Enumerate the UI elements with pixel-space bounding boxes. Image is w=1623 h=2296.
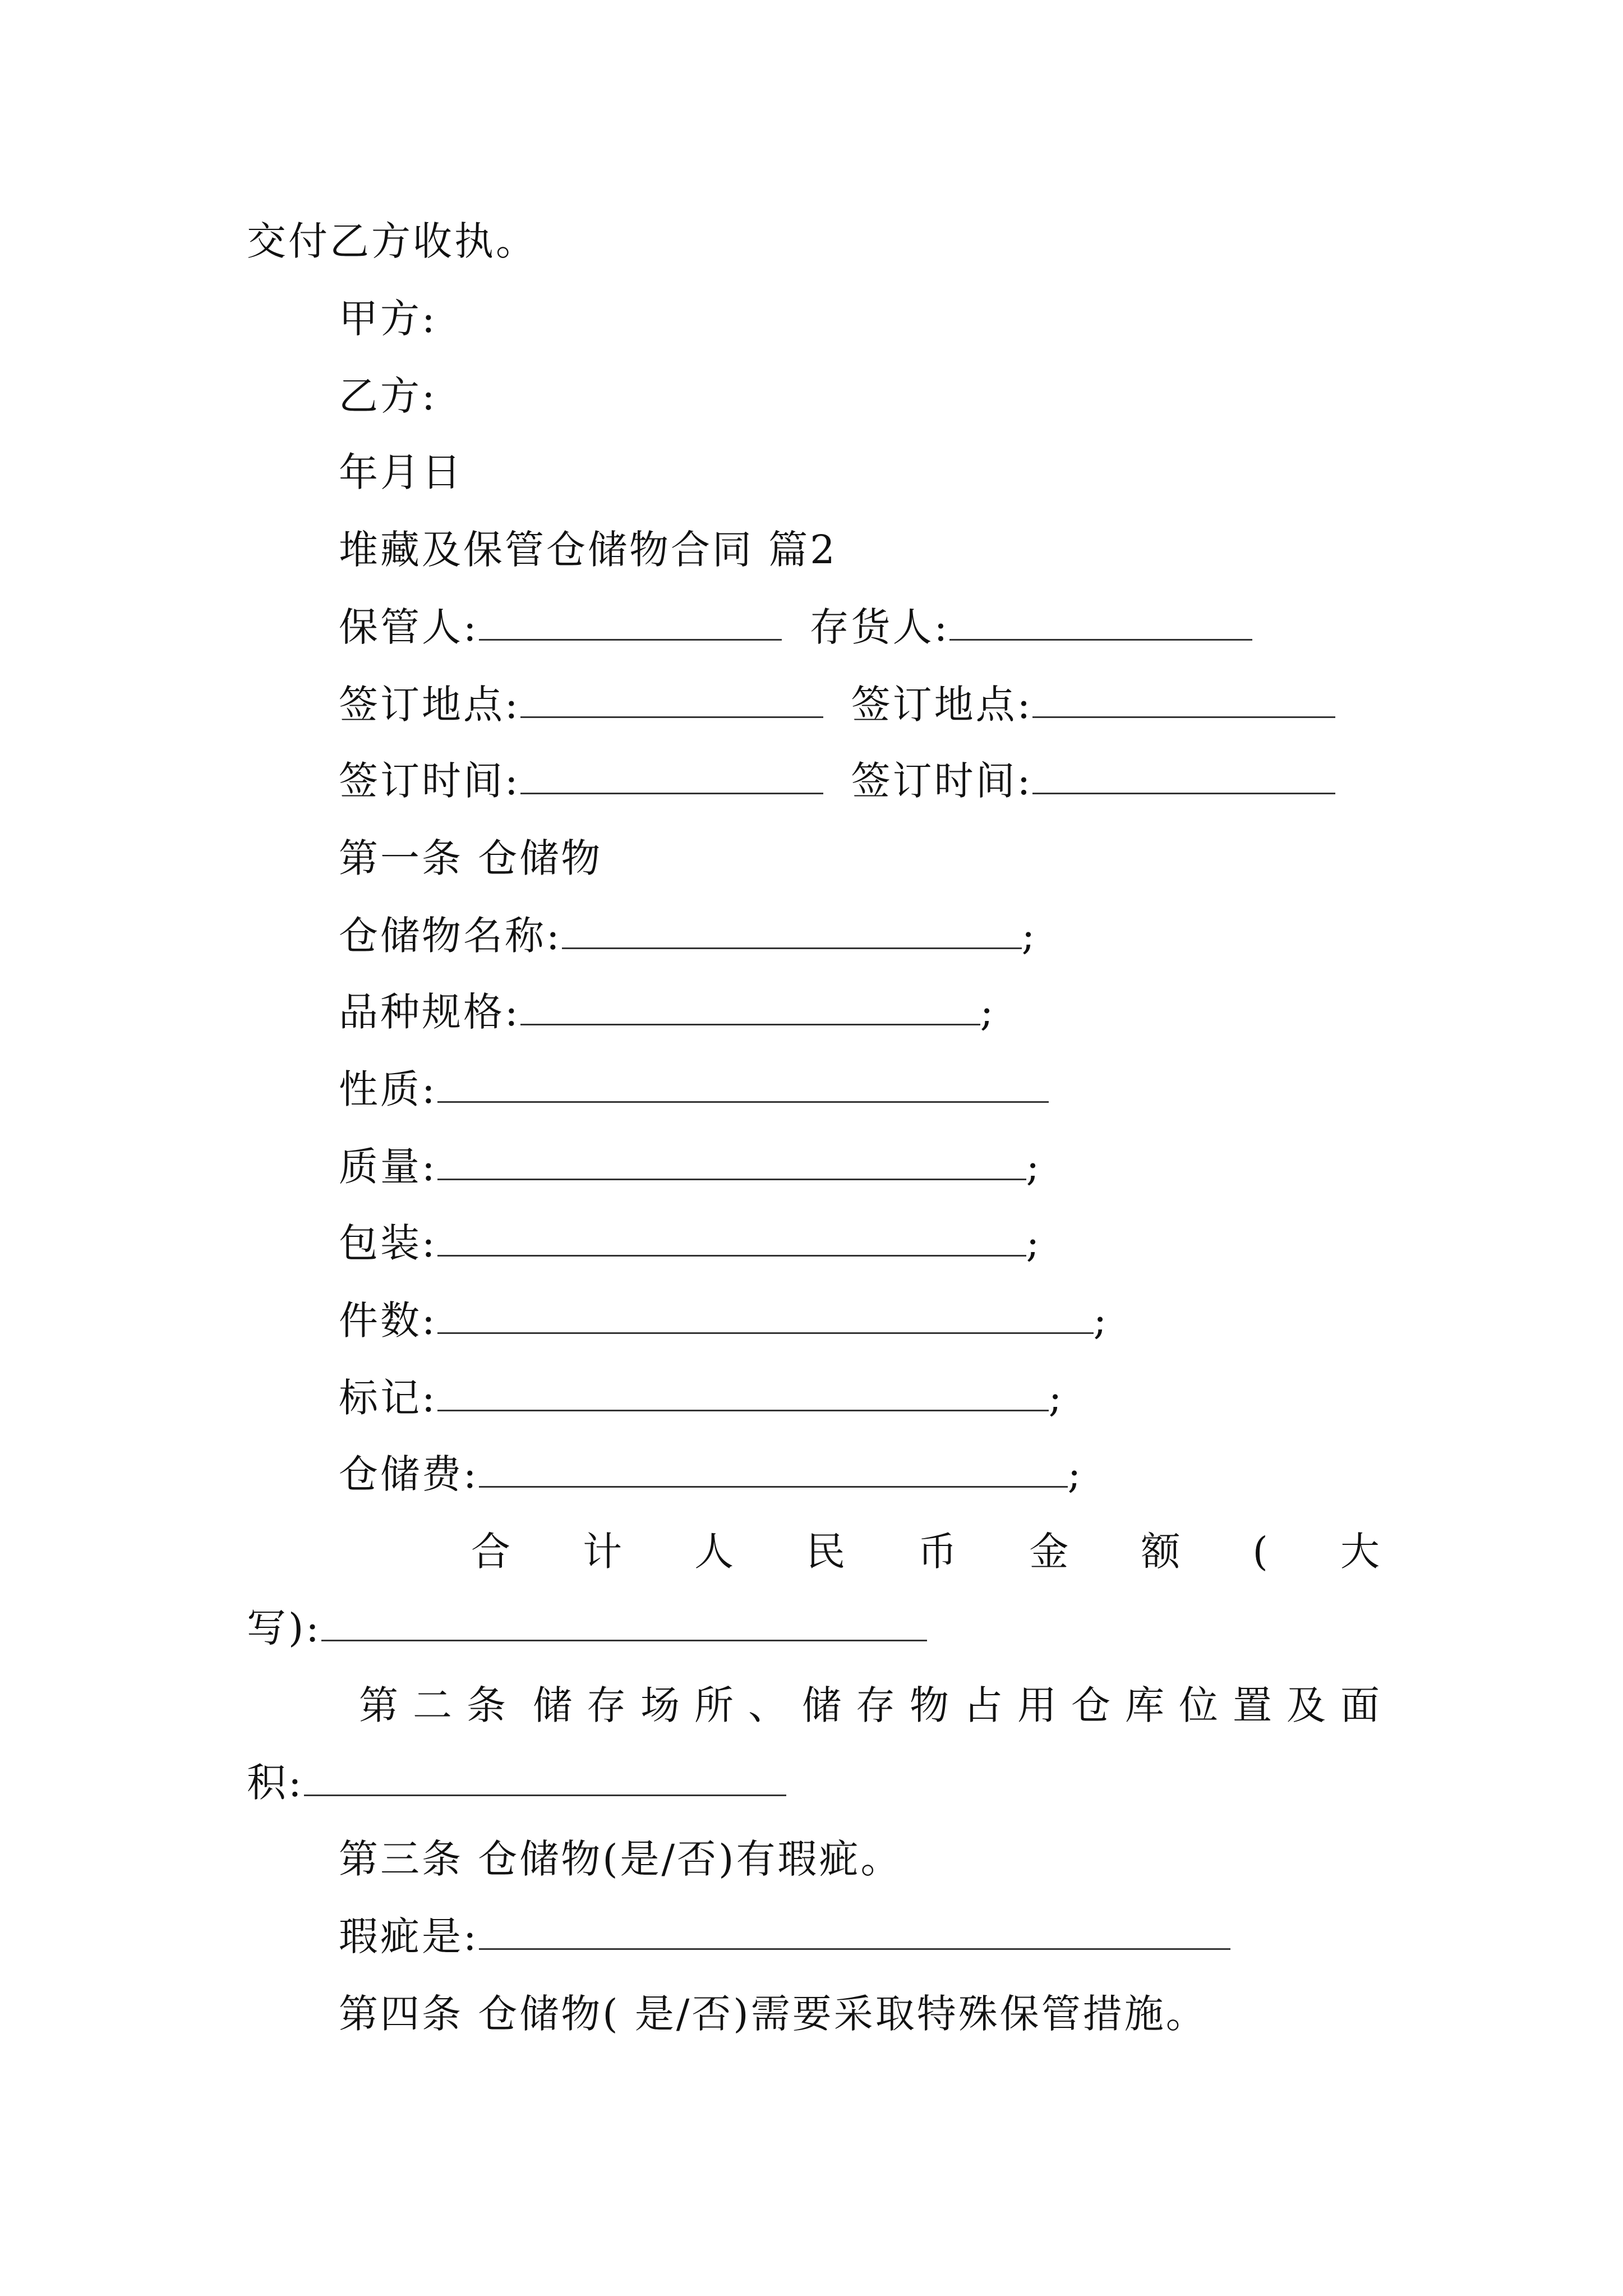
party-a-line: 甲方: <box>339 296 437 342</box>
party-b-line: 乙方: <box>339 373 437 419</box>
spec-line: 品种规格: ; <box>339 989 996 1035</box>
text-line-handover: 交付乙方收执。 <box>247 218 537 264</box>
mark-blank[interactable] <box>437 1376 1049 1411</box>
contract-title: 堆藏及保管仓储物合同 篇2 <box>339 527 837 573</box>
count-blank[interactable] <box>437 1299 1094 1334</box>
sign-time-blank-1[interactable] <box>520 759 823 794</box>
quality-blank[interactable] <box>437 1145 1026 1180</box>
fee-line: 仓储费: ; <box>339 1451 1083 1497</box>
quality-line: 质量: ; <box>339 1144 1042 1190</box>
keeper-blank[interactable] <box>479 605 782 641</box>
packing-blank[interactable] <box>437 1221 1026 1257</box>
article-1-heading: 第一条 仓储物 <box>339 835 603 881</box>
defect-blank[interactable] <box>479 1915 1230 1950</box>
mark-line: 标记: ; <box>339 1375 1064 1421</box>
sign-place-blank-2[interactable] <box>1032 683 1335 718</box>
sign-time-blank-2[interactable] <box>1032 759 1335 794</box>
total-amount-cont-line: 写): <box>247 1600 927 1656</box>
depositor-blank[interactable] <box>949 605 1252 641</box>
date-line: 年月日 <box>339 449 463 495</box>
sign-place-blank-1[interactable] <box>520 683 823 718</box>
goods-name-blank[interactable] <box>562 914 1022 949</box>
article-2-cont-line: 积: <box>247 1755 786 1811</box>
sign-time-line: 签订时间: 签订时间: <box>339 753 1335 809</box>
total-amount-line: 合 计 人 民 币 金 额 ( 大 <box>471 1529 1382 1575</box>
sign-place-line: 签订地点: 签订地点: <box>339 677 1335 733</box>
goods-name-line: 仓储物名称: ; <box>339 913 1038 959</box>
article-2-heading: 第 二 条 储 存 场 所 、 储 存 物 占 用 仓 库 位 置 及 面 <box>359 1682 1382 1728</box>
total-amount-blank[interactable] <box>321 1606 927 1641</box>
area-blank[interactable] <box>304 1761 786 1796</box>
packing-line: 包装: ; <box>339 1220 1042 1266</box>
article-4-heading: 第四条 仓储物( 是/否)需要采取特殊保管措施。 <box>339 1991 1207 2037</box>
fee-blank[interactable] <box>479 1452 1068 1488</box>
spec-blank[interactable] <box>520 990 980 1025</box>
count-line: 件数: ; <box>339 1297 1109 1343</box>
keeper-depositor-line: 保管人: 存货人: <box>339 599 1252 655</box>
defect-line: 瑕疵是: <box>339 1908 1230 1964</box>
nature-line: 性质: <box>339 1061 1049 1117</box>
nature-blank[interactable] <box>437 1068 1049 1103</box>
article-3-heading: 第三条 仓储物(是/否)有瑕疵。 <box>339 1836 902 1882</box>
